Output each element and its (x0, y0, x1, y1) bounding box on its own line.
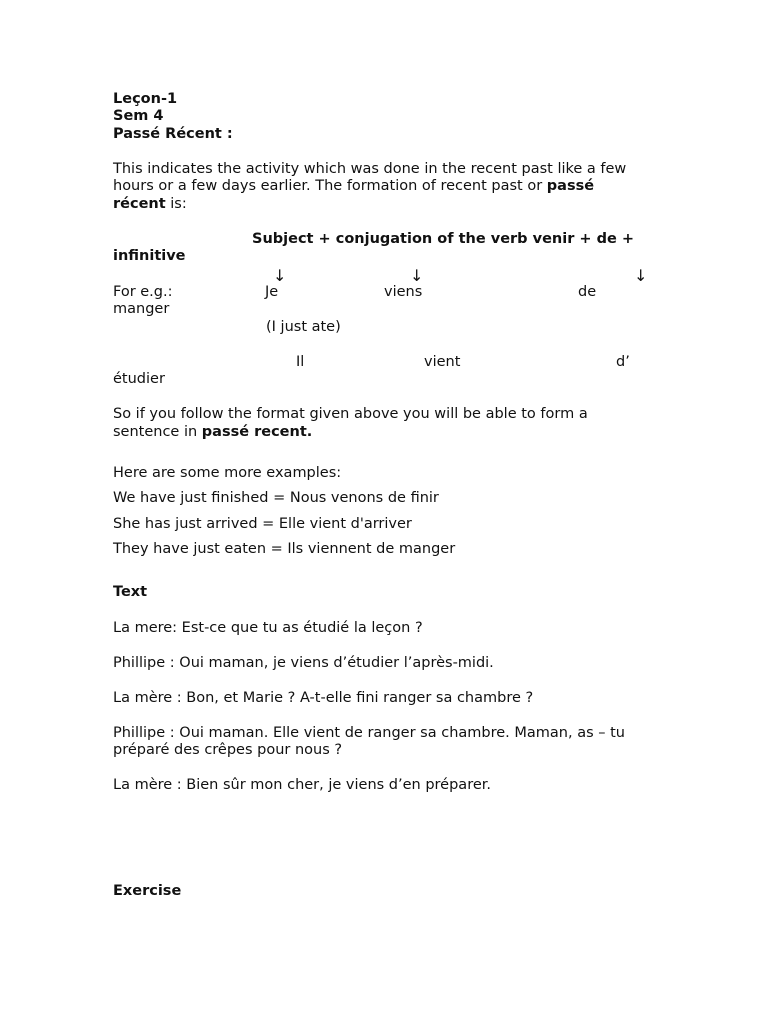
more-examples-heading: Here are some more examples: (113, 465, 342, 481)
example-item: She has just arrived = Elle vient d'arriver (113, 516, 412, 532)
intro-line-2-bold: passé (546, 178, 595, 194)
example-label: For e.g.: (113, 284, 173, 300)
down-arrow-icon: ↓ (273, 266, 287, 285)
follow-line-2 (113, 424, 312, 441)
topic-title: Passé Récent : (113, 126, 233, 142)
down-arrow-icon: ↓ (410, 266, 424, 285)
follow-line-1: So if you follow the format given above you will be able to form a (113, 406, 588, 422)
example1-infinitive: manger (113, 301, 170, 317)
example2-prep: d’ (616, 354, 630, 370)
follow-line-2-text: sentence in (113, 424, 202, 440)
example2-infinitive: étudier (113, 371, 165, 387)
exercise-heading: Exercise (113, 883, 182, 899)
down-arrow-icon: ↓ (634, 266, 648, 285)
formula-line-1: Subject + conjugation of the verb venir + de + (252, 231, 634, 247)
lesson-title: Leçon-1 (113, 91, 178, 107)
example1-verb: viens (384, 284, 423, 300)
example1-translation: (I just ate) (266, 319, 341, 335)
dialogue-line: La mère : Bien sûr mon cher, je viens d’en préparer. (113, 777, 491, 793)
intro-line-3 (113, 196, 187, 213)
follow-line-2-bold: passé recent. (201, 424, 313, 440)
intro-line-3-bold: récent (113, 196, 166, 212)
dialogue-line: La mère : Bon, et Marie ? A-t-elle fini ranger sa chambre ? (113, 690, 534, 706)
formula-line-2: infinitive (113, 248, 186, 264)
example-item: They have just eaten = Ils viennent de manger (113, 541, 456, 557)
intro-line-2-text: hours or a few days earlier. The formation of recent past or (113, 178, 547, 194)
semester-label: Sem 4 (113, 108, 164, 124)
example-item: We have just finished = Nous venons de finir (113, 490, 439, 506)
dialogue-line: Phillipe : Oui maman. Elle vient de ranger sa chambre. Maman, as – tu (113, 725, 625, 741)
example2-verb: vient (424, 354, 461, 370)
dialogue-line: préparé des crêpes pour nous ? (113, 742, 343, 758)
dialogue-line: La mere: Est-ce que tu as étudié la leçon ? (113, 620, 423, 636)
example2-subject: Il (296, 354, 305, 370)
example1-prep: de (578, 284, 597, 300)
dialogue-line: Phillipe : Oui maman, je viens d’étudier l’après-midi. (113, 655, 494, 671)
text-heading: Text (113, 584, 148, 600)
example1-subject: Je (265, 284, 279, 300)
intro-line-2 (113, 178, 594, 195)
intro-line-1: This indicates the activity which was done in the recent past like a few (113, 161, 627, 177)
intro-line-3-text: is: (165, 196, 187, 212)
